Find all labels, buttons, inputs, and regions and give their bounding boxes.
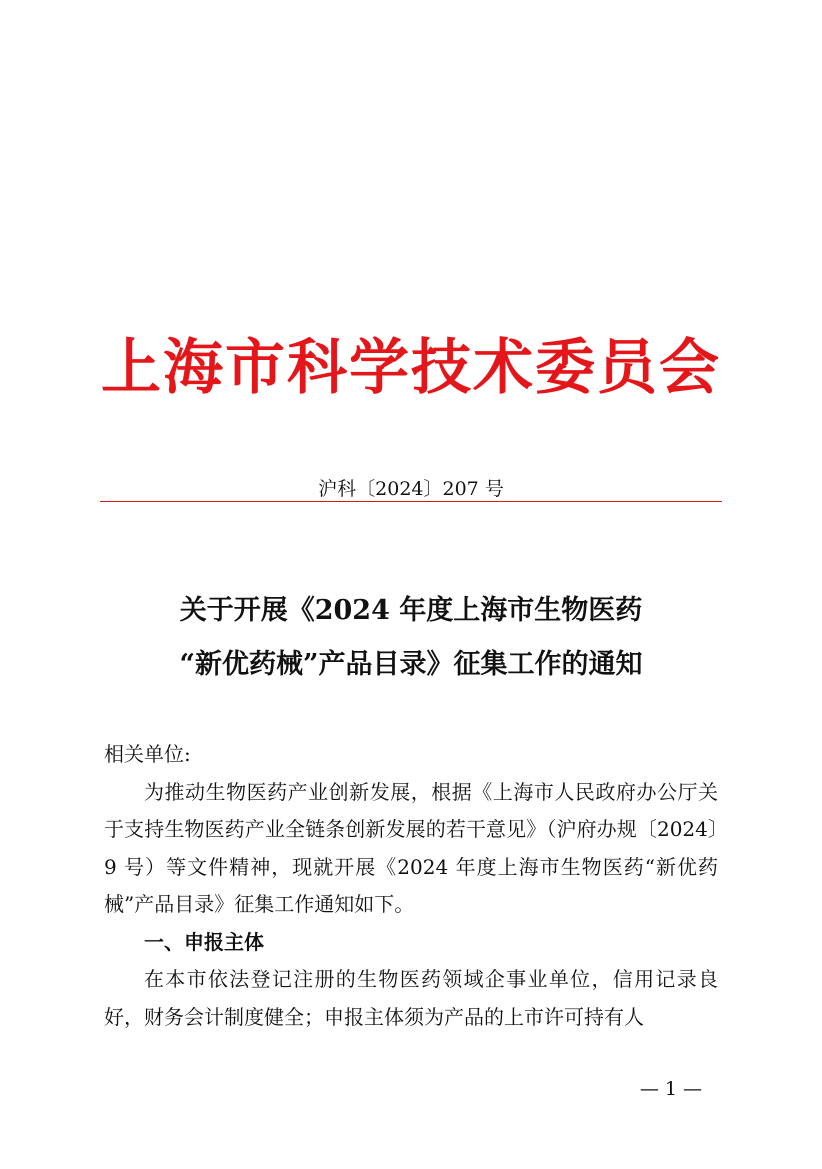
- title-line-2: “新优药械”产品目录》征集工作的通知: [179, 649, 643, 680]
- paragraph-applicant: 在本市依法登记注册的生物医药领域企事业单位，信用记录良好，财务会计制度健全；申报主体须为产品的上市许可持有人: [104, 967, 718, 1029]
- salutation: 相关单位:: [104, 742, 191, 766]
- section-heading: 一、申报主体: [144, 929, 264, 954]
- document-title: [0, 584, 822, 692]
- document-number: 沪科〔2024〕207 号: [318, 478, 504, 500]
- page-number: — 1 —: [639, 1078, 702, 1100]
- title-line-1: 关于开展《2024 年度上海市生物医药: [179, 595, 643, 626]
- paragraph-intro: 为推动生物医药产业创新发展，根据《上海市人民政府办公厅关于支持生物医药产业全链条创新发展的若干意见》（沪府办规〔2024〕9 号）等文件精神，现就开展《2024 年度上海市生物医药“新优药械”产品目录》征集工作通知如下。: [104, 779, 718, 916]
- document-body: [104, 736, 718, 1036]
- red-separator-line: [100, 501, 722, 502]
- masthead: 上海市科学技术委员会: [101, 333, 721, 403]
